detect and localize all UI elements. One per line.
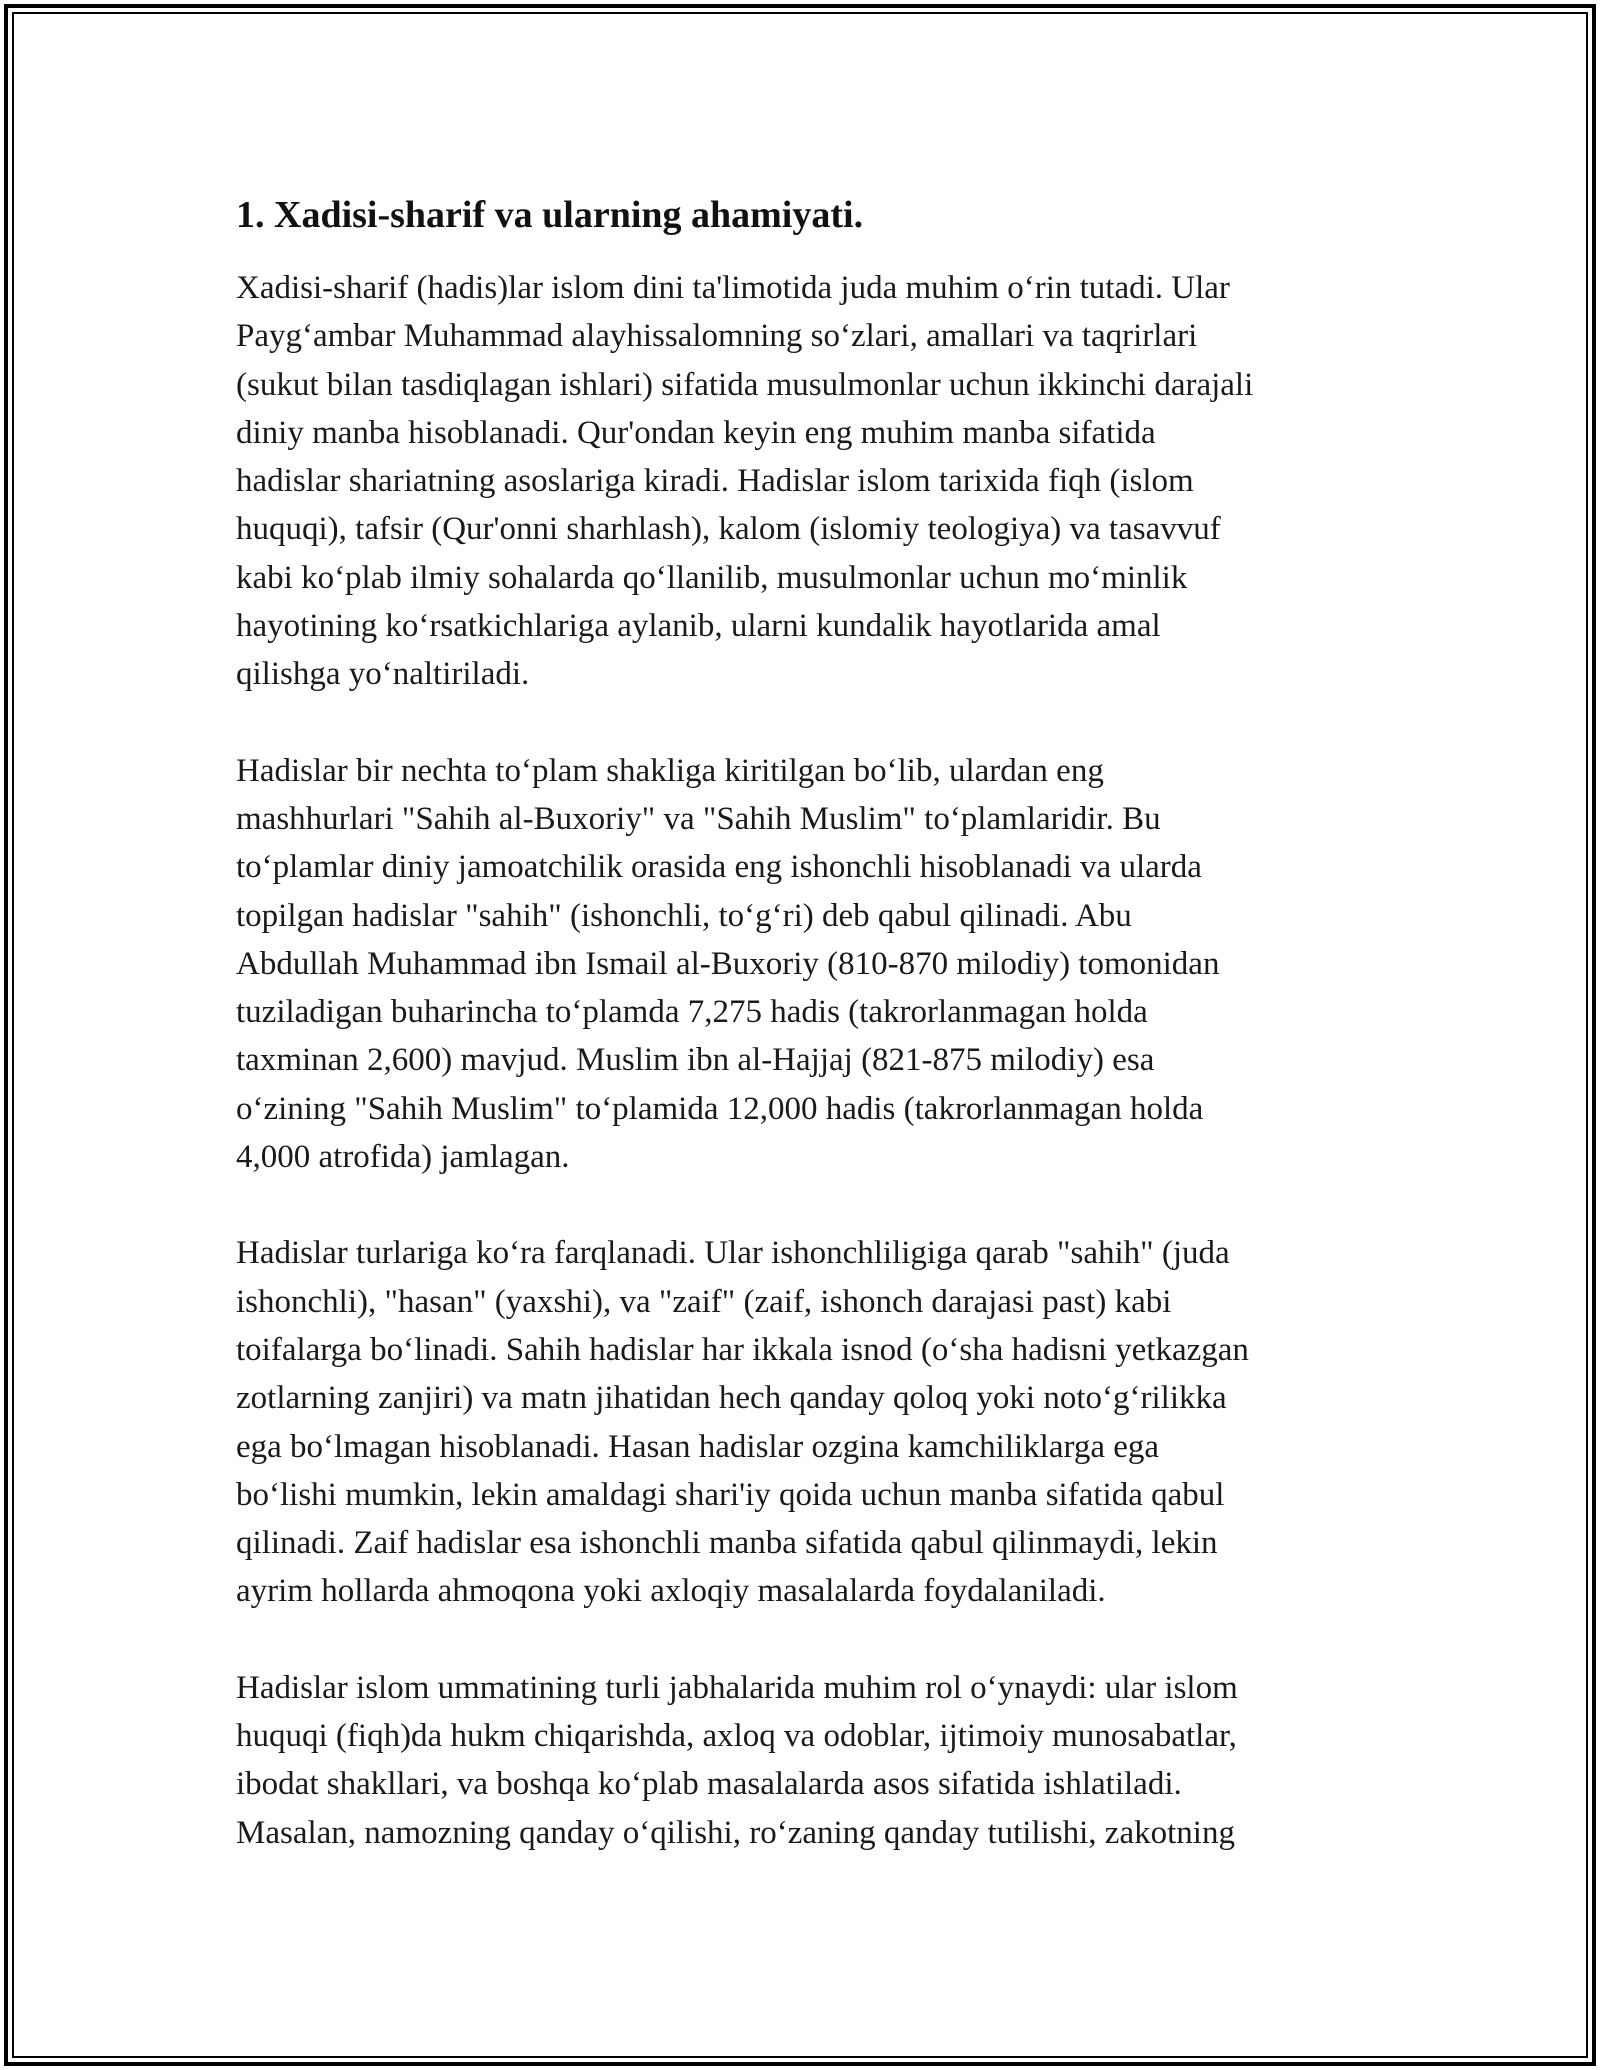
text-line: toifalarga bo‘linadi. Sahih hadislar har ikkala isnod (o‘sha hadisni yetkazgan [236, 1331, 1249, 1368]
text-line: kabi ko‘plab ilmiy sohalarda qo‘llanilib, musulmonlar uchun mo‘minlik [236, 559, 1188, 596]
text-line: diniy manba hisoblanadi. Qur'ondan keyin eng muhim manba sifatida [236, 414, 1156, 451]
text-line: zotlarning zanjiri) va matn jihatidan hech qanday qoloq yoki noto‘g‘rilikka [236, 1380, 1227, 1417]
text-line: Hadislar bir nechta to‘plam shakliga kiritilgan bo‘lib, ulardan eng [236, 752, 1104, 789]
text-line: Xadisi-sharif (hadis)lar islom dini ta'limotida juda muhim o‘rin tutadi. Ular [236, 270, 1230, 306]
text-line: ibodat shakllari, va boshqa ko‘plab masalalarda asos sifatida ishlatiladi. [236, 1766, 1182, 1803]
text-line: (sukut bilan tasdiqlagan ishlari) sifatida musulmonlar uchun ikkinchi darajali [236, 366, 1254, 403]
section-heading: 1. Xadisi-sharif va ularning ahamiyati. [236, 194, 864, 236]
paragraph-1 [236, 264, 1386, 699]
text-line: ega bo‘lmagan hisoblanadi. Hasan hadislar ozgina kamchiliklarga ega [236, 1428, 1160, 1465]
text-line: Abdullah Muhammad ibn Ismail al-Buxoriy (810-870 milodiy) tomonidan [236, 945, 1220, 982]
text-line: taxminan 2,600) mavjud. Muslim ibn al-Hajjaj (821-875 milodiy) esa [236, 1042, 1155, 1079]
text-line: Payg‘ambar Muhammad alayhissalomning so‘zlari, amallari va taqrirlari [236, 318, 1198, 355]
paragraph-2 [236, 747, 1386, 1182]
text-line: hayotining ko‘rsatkichlariga aylanib, ularni kundalik hayotlarida amal [236, 608, 1161, 645]
text-line: bo‘lishi mumkin, lekin amaldagi shari'iy qoida uchun manba sifatida qabul [236, 1476, 1225, 1513]
text-line: Hadislar islom ummatining turli jabhalarida muhim rol o‘ynaydi: ular islom [236, 1669, 1238, 1706]
text-line: qilishga yo‘naltiriladi. [236, 656, 530, 693]
paragraph-3 [236, 1229, 1386, 1615]
paragraph-4 [236, 1664, 1386, 1857]
text-line: topilgan hadislar "sahih" (ishonchli, to‘g‘ri) deb qabul qilinadi. Abu [236, 897, 1132, 934]
text-line: 4,000 atrofida) jamlagan. [236, 1139, 570, 1176]
text-line: Hadislar turlariga ko‘ra farqlanadi. Ular ishonchliligiga qarab "sahih" (juda [236, 1235, 1230, 1272]
document-body [236, 186, 1386, 1905]
text-line: Masalan, namozning qanday o‘qilishi, ro‘zaning qanday tutilishi, zakotning [236, 1814, 1235, 1851]
text-line: tuziladigan buharincha to‘plamda 7,275 hadis (takrorlanmagan holda [236, 994, 1148, 1031]
text-line: o‘zining "Sahih Muslim" to‘plamida 12,000 hadis (takrorlanmagan holda [236, 1090, 1204, 1127]
text-line: ayrim hollarda ahmoqona yoki axloqiy masalalarda foydalaniladi. [236, 1573, 1106, 1610]
text-line: mashhurlari "Sahih al-Buxoriy" va "Sahih Muslim" to‘plamlaridir. Bu [236, 800, 1161, 837]
text-line: to‘plamlar diniy jamoatchilik orasida eng ishonchli hisoblanadi va ularda [236, 849, 1202, 886]
text-line: huquqi), tafsir (Qur'onni sharhlash), kalom (islomiy teologiya) va tasavvuf [236, 511, 1221, 548]
text-line: qilinadi. Zaif hadislar esa ishonchli manba sifatida qabul qilinmaydi, lekin [236, 1525, 1218, 1562]
text-line: ishonchli), "hasan" (yaxshi), va "zaif" (zaif, ishonch darajasi past) kabi [236, 1283, 1172, 1320]
text-line: huquqi (fiqh)da hukm chiqarishda, axloq va odoblar, ijtimoiy munosabatlar, [236, 1718, 1237, 1755]
text-line: hadislar shariatning asoslariga kiradi. Hadislar islom tarixida fiqh (islom [236, 463, 1194, 500]
